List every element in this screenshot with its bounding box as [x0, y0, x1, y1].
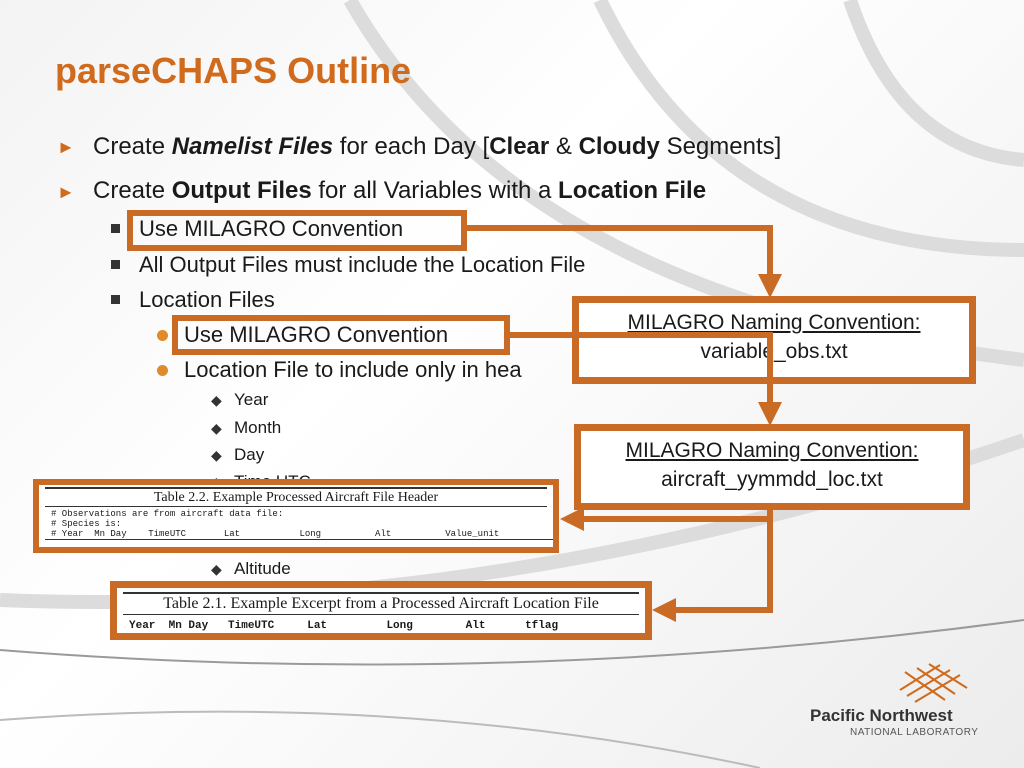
highlight-box-location-convention	[172, 315, 510, 355]
table-row: Year Mn Day TimeUTC Lat Long Alt tflag	[129, 620, 559, 632]
diamond-bullet-icon: ◆	[211, 447, 222, 463]
highlight-box-convention	[127, 210, 467, 251]
subsub-location-header: Location File to include only in hea	[184, 357, 522, 382]
square-bullet-icon	[111, 260, 120, 269]
table-caption: Table 2.1. Example Excerpt from a Processed Aircraft Location File	[163, 595, 599, 612]
field-altitude: Altitude	[234, 559, 291, 578]
square-bullet-icon	[111, 224, 120, 233]
callout-heading: MILAGRO Naming Convention:	[627, 311, 921, 334]
callout-variable-naming	[572, 296, 976, 384]
field-year: Year	[234, 390, 269, 409]
callout-aircraft-naming	[574, 424, 970, 510]
table-aircraft-location-file	[110, 581, 652, 640]
table-caption: Table 2.2. Example Processed Aircraft File Header	[153, 490, 439, 505]
table-row: # Observations are from aircraft data file:	[51, 509, 284, 519]
logo-name: Pacific Northwest	[810, 706, 953, 725]
subsub-use-milagro: Use MILAGRO Convention	[184, 322, 449, 347]
square-bullet-icon	[111, 295, 120, 304]
pnnl-logo-icon	[895, 660, 995, 708]
sub-output-location: All Output Files must include the Location File	[139, 252, 586, 277]
round-bullet-icon	[157, 365, 168, 376]
field-day: Day	[234, 445, 265, 464]
bullet-namelist-files: Create Namelist Files for each Day [Clear & Cloudy Segments]	[93, 133, 782, 160]
logo-subtitle: NATIONAL LABORATORY	[850, 727, 979, 738]
sub-use-milagro: Use MILAGRO Convention	[139, 216, 404, 241]
diamond-bullet-icon: ◆	[211, 392, 222, 408]
bullet-arrow-icon: ►	[57, 137, 75, 157]
table-row: # Year Mn Day TimeUTC Lat Long Alt Value_unit	[45, 529, 553, 540]
callout-filename: variable_obs.txt	[700, 340, 848, 363]
callout-filename: aircraft_yymmdd_loc.txt	[661, 468, 883, 491]
field-month: Month	[234, 418, 282, 437]
bullet-arrow-icon: ►	[57, 182, 75, 202]
round-bullet-icon	[157, 330, 168, 341]
diamond-bullet-icon: ◆	[211, 420, 222, 436]
sub-location-files: Location Files	[139, 287, 275, 312]
bullet-output-files: Create Output Files for all Variables with a Location File	[93, 177, 707, 204]
table-aircraft-file-header	[33, 479, 559, 553]
table-row: # Species is:	[51, 519, 122, 529]
slide-title: parseCHAPS Outline	[55, 50, 412, 91]
callout-heading: MILAGRO Naming Convention:	[625, 439, 919, 462]
diamond-bullet-icon: ◆	[211, 561, 222, 577]
